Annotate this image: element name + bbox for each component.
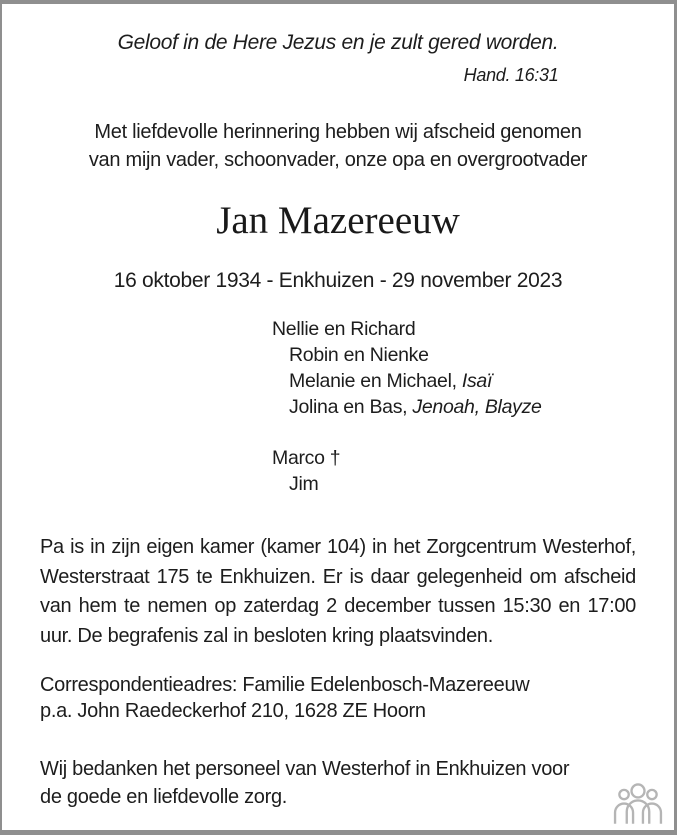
bible-quote-block: [118, 30, 559, 86]
deceased-name: Jan Mazereeuw: [216, 199, 460, 242]
family-line: Robin en Nienke: [289, 344, 429, 366]
family-line: Jim: [289, 473, 319, 495]
family-line: Marco †: [272, 447, 341, 469]
thanks-text: [40, 756, 636, 811]
intro-text: [40, 118, 636, 174]
correspondence-line-1: Correspondentieadres: Familie Edelenbosch-Mazereeuw: [40, 674, 530, 696]
intro-line-2: van mijn vader, schoonvader, onze opa en overgrootvader: [88, 149, 588, 171]
visitation-funeral-info: Pa is in zijn eigen kamer (kamer 104) in het Zorgcentrum Westerhof, Westerstraat 175 te Enkhuizen. Er is daar gelegenheid om afscheid van hem te nemen op zaterdag 2 december tussen 15:30 en 17:00 uur. De begrafenis zal in besloten kring plaatsvinden.: [40, 536, 636, 647]
family-line: Jolina en Bas, Jenoah, Blayze: [289, 396, 542, 418]
family-line: Nellie en Richard: [272, 318, 416, 340]
three-persons-logo-icon: [611, 782, 665, 826]
correspondence-address: [40, 672, 636, 724]
family-names-group-2: [272, 445, 636, 497]
bible-quote-attribution: Hand. 16:31: [463, 65, 559, 85]
bible-quote: Geloof in de Here Jezus en je zult gered worden.: [117, 31, 559, 54]
intro-line-1: Met liefdevolle herinnering hebben wij afscheid genomen: [94, 121, 582, 143]
birth-death-dates: 16 oktober 1934 - Enkhuizen - 29 november 2023: [113, 269, 563, 292]
family-line: Melanie en Michael, Isaï: [289, 370, 493, 392]
family-names-group-1: [272, 316, 636, 420]
thanks-line-1: Wij bedanken het personeel van Westerhof in Enkhuizen voor: [40, 758, 570, 780]
correspondence-line-2: p.a. John Raedeckerhof 210, 1628 ZE Hoorn: [40, 700, 426, 722]
thanks-line-2: de goede en liefdevolle zorg.: [40, 785, 288, 808]
